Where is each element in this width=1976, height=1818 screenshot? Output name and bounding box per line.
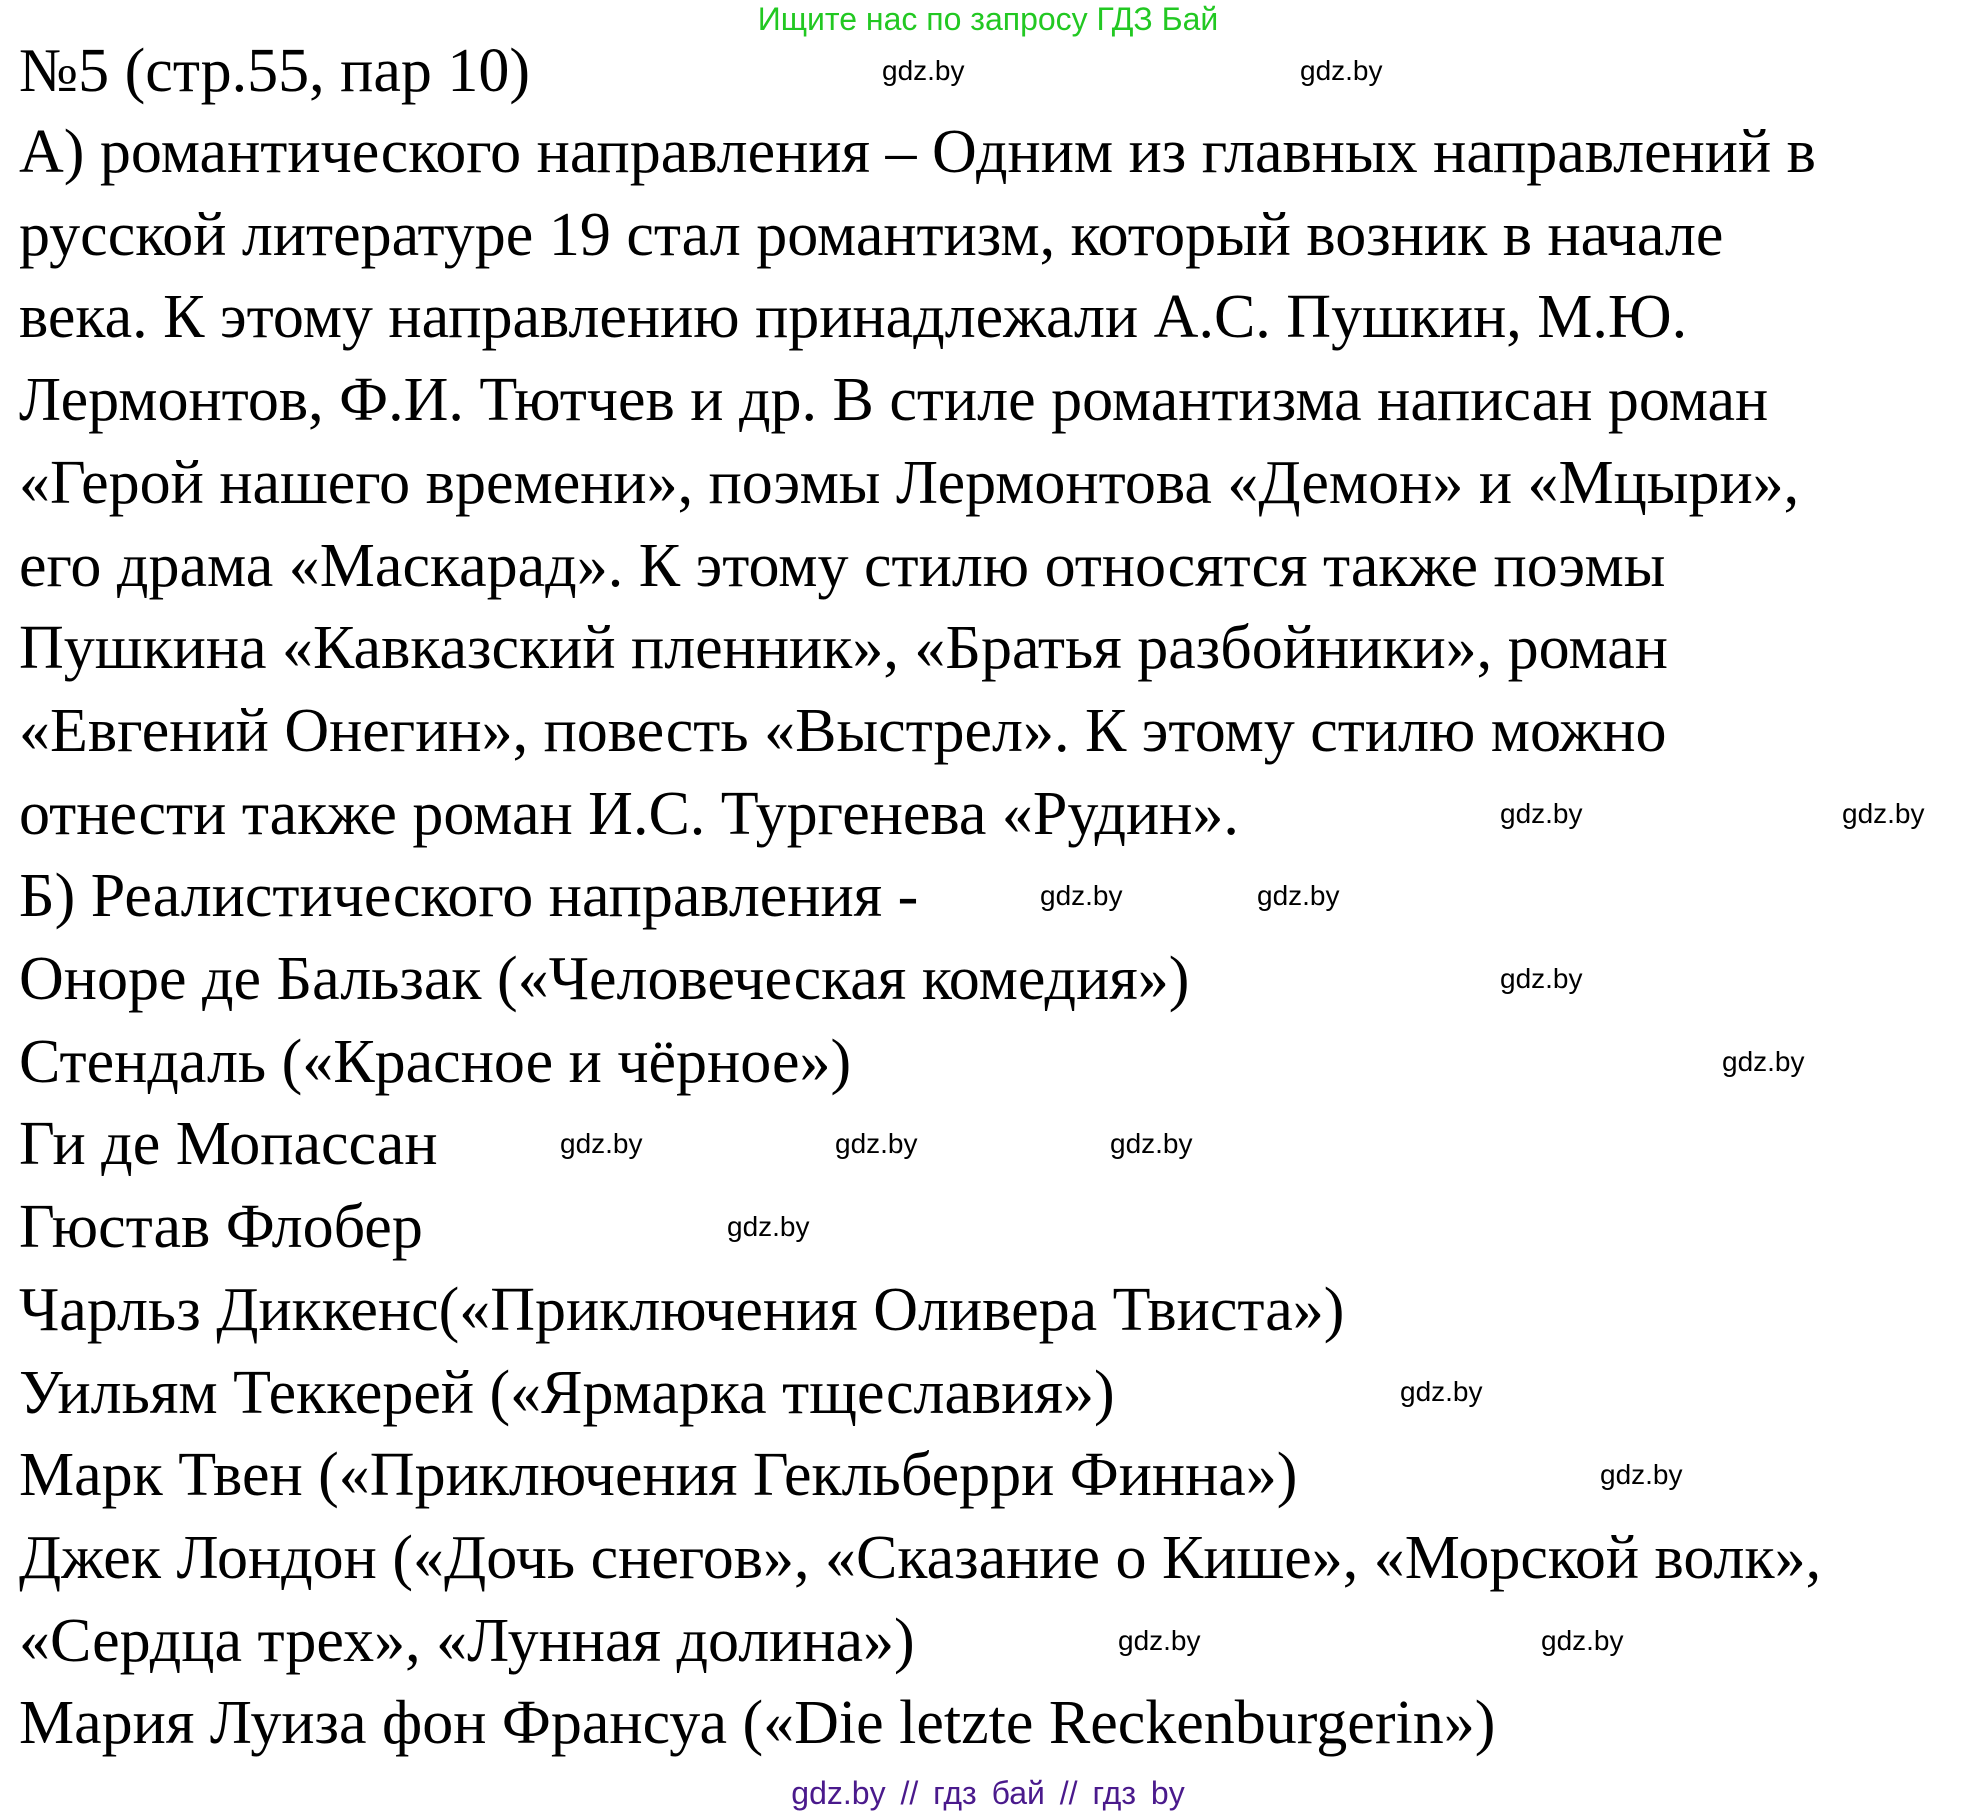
watermark: gdz.by: [1541, 1625, 1624, 1656]
bottom-banner: gdz.by // гдз бай // гдз by: [791, 1775, 1185, 1811]
text-line: «Герой нашего времени», поэмы Лермонтова «Демон» и «Мцыри»,: [19, 448, 1800, 517]
watermark: gdz.by: [1400, 1376, 1483, 1407]
text-line: Чарльз Диккенс(«Приключения Оливера Твиста»): [19, 1275, 1345, 1344]
watermark: gdz.by: [1300, 55, 1383, 86]
watermark: gdz.by: [882, 55, 965, 86]
text-line: Стендаль («Красное и чёрное»): [19, 1027, 852, 1096]
text-line: Оноре де Бальзак («Человеческая комедия»): [19, 945, 1190, 1013]
text-line: Мария Луиза фон Франсуа («Die letzte Reckenburgerin»): [19, 1689, 1496, 1758]
watermark: gdz.by: [1040, 880, 1123, 911]
watermark: gdz.by: [727, 1211, 810, 1242]
text-line: А) романтического направления – Одним из главных направлений в: [19, 118, 1816, 186]
text-line: его драма «Маскарад». К этому стилю относятся также поэмы: [19, 531, 1666, 600]
top-banner: Ищите нас по запросу ГДЗ Бай: [757, 1, 1219, 37]
watermark: gdz.by: [1722, 1046, 1805, 1077]
text-line: русской литературе 19 стал романтизм, который возник в начале: [19, 200, 1724, 269]
watermark: gdz.by: [1500, 963, 1583, 994]
text-line: Ги де Мопассан: [19, 1110, 438, 1179]
text-line: Гюстав Флобер: [19, 1193, 423, 1262]
text-line: «Сердца трех», «Лунная долина»): [19, 1606, 915, 1675]
text-line: Уильям Теккерей («Ярмарка тщеславия»): [19, 1358, 1115, 1427]
watermark: gdz.by: [1257, 880, 1340, 911]
watermark: gdz.by: [1842, 798, 1925, 829]
text-line: отнести также роман И.С. Тургенева «Рудин».: [19, 779, 1239, 848]
page-title: №5 (стр.55, пар 10): [19, 37, 531, 105]
watermark: gdz.by: [1600, 1459, 1683, 1490]
text-line: «Евгений Онегин», повесть «Выстрел». К этому стилю можно: [19, 696, 1667, 765]
text-line: века. К этому направлению принадлежали А.С. Пушкин, М.Ю.: [19, 283, 1688, 352]
text-line: Лермонтов, Ф.И. Тютчев и др. В стиле романтизма написан роман: [19, 366, 1769, 435]
text-line: Пушкина «Кавказский пленник», «Братья разбойники», роман: [19, 614, 1668, 683]
watermark: gdz.by: [560, 1128, 643, 1159]
text-line: Марк Твен («Приключения Гекльберри Финна»): [19, 1441, 1298, 1510]
text-line: Джек Лондон («Дочь снегов», «Сказание о Кише», «Морской волк»,: [19, 1523, 1822, 1592]
watermark: gdz.by: [835, 1128, 918, 1159]
watermark: gdz.by: [1500, 798, 1583, 829]
watermark: gdz.by: [1118, 1625, 1201, 1656]
watermark: gdz.by: [1110, 1128, 1193, 1159]
text-line: Б) Реалистического направления -: [19, 862, 919, 931]
